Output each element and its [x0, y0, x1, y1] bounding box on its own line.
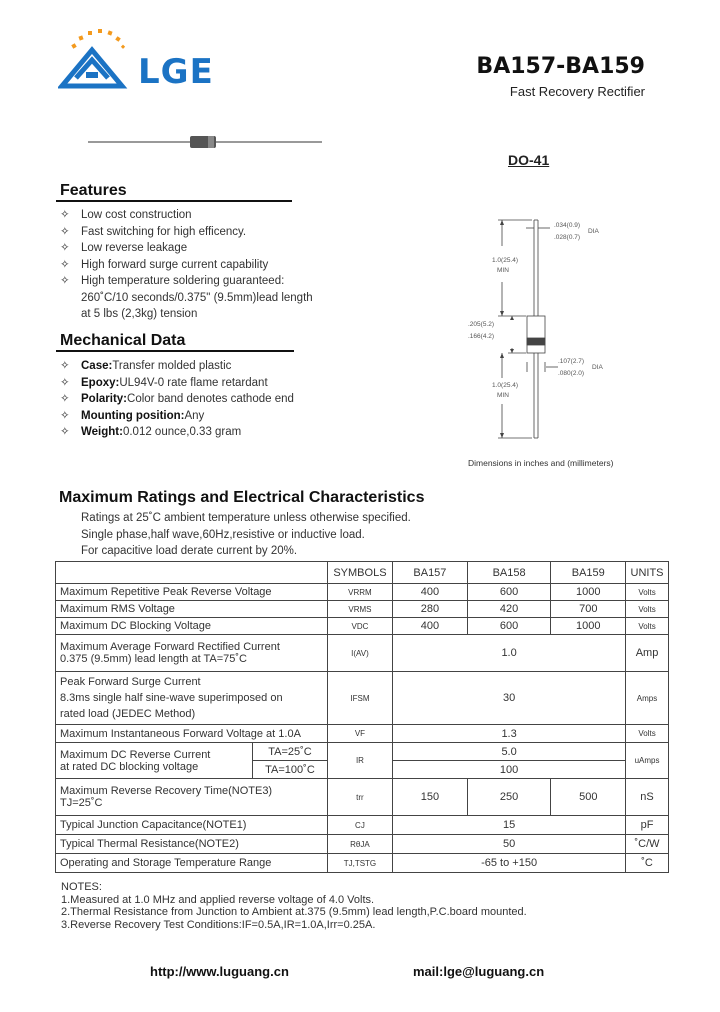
condition-cell: TA=100˚C — [253, 761, 328, 779]
features-divider — [56, 200, 292, 202]
symbol-cell: CJ — [327, 816, 392, 835]
param-cell: Typical Junction Capacitance(NOTE1) — [56, 816, 328, 835]
value-cell: 150 — [393, 779, 468, 816]
bullet-icon: ✧ — [60, 393, 70, 405]
param-line: TJ=25˚C — [60, 797, 103, 809]
mech-value: 0.012 ounce,0.33 gram — [122, 426, 242, 438]
value-cell: 1000 — [551, 584, 626, 601]
feature-text: Low reverse leakage — [81, 242, 188, 254]
bullet-icon: ✧ — [60, 209, 70, 221]
dim-lead-len-2-min: MIN — [497, 392, 509, 399]
list-item — [60, 375, 350, 392]
param-cell — [56, 672, 328, 725]
dim-body-dia-2: .080(2.0) — [558, 370, 585, 377]
mechanical-title: Mechanical Data — [60, 332, 186, 349]
value-cell: 100 — [393, 761, 626, 779]
unit-cell: uAmps — [626, 743, 669, 779]
brand-name: LGE — [138, 52, 214, 92]
dim-lead-dia-2: .028(0.7) — [554, 234, 581, 241]
value-cell: 1.3 — [393, 725, 626, 743]
symbol-cell: VRMS — [327, 601, 392, 618]
header-param — [56, 562, 328, 584]
param-cell — [56, 779, 328, 816]
dim-lead-dia-1: .034(0.9) — [554, 222, 581, 229]
email-link[interactable]: mail:lge@luguang.cn — [413, 964, 545, 979]
mech-label: Mounting position: — [81, 409, 185, 422]
ratings-conditions — [81, 510, 411, 560]
list-item — [60, 224, 350, 241]
symbol-cell: TJ,TSTG — [327, 854, 392, 873]
value-cell: 600 — [467, 584, 551, 601]
note-item: 1.Measured at 1.0 MHz and applied reverse voltage of 4.0 Volts. — [61, 893, 375, 906]
value-cell: 50 — [393, 835, 626, 854]
value-cell: 500 — [551, 779, 626, 816]
mech-label: Epoxy: — [81, 376, 120, 389]
list-item — [60, 391, 350, 408]
part-number-title: BA157-BA159 — [476, 54, 645, 79]
table-header-row — [56, 562, 669, 584]
symbol-cell: IFSM — [327, 672, 392, 725]
mechanical-divider — [56, 350, 294, 352]
mech-value: Transfer molded plastic — [112, 360, 232, 372]
diagram-caption: Dimensions in inches and (millimeters) — [468, 458, 614, 468]
table-row — [56, 618, 669, 635]
param-line: Maximum DC Reverse Current — [60, 748, 211, 761]
header-symbols: SYMBOLS — [327, 562, 392, 584]
features-title: Features — [60, 182, 127, 199]
list-item — [60, 424, 350, 441]
rating-condition: For capacitive load derate current by 20%. — [81, 545, 298, 557]
feature-text: High temperature soldering guaranteed: — [81, 275, 285, 287]
dim-body-dia-tag: DIA — [592, 364, 603, 371]
unit-cell: ˚C — [626, 854, 669, 873]
unit-cell: nS — [626, 779, 669, 816]
logo-mark-icon — [58, 28, 134, 92]
table-row — [56, 854, 669, 873]
value-cell: 250 — [467, 779, 551, 816]
param-line: Maximum Average Forward Rectified Current — [60, 641, 280, 653]
unit-cell: Amp — [626, 635, 669, 672]
list-item-continued — [60, 290, 350, 307]
value-cell: 420 — [467, 601, 551, 618]
features-list — [60, 207, 350, 323]
table-row — [56, 672, 669, 725]
unit-cell: Volts — [626, 584, 669, 601]
notes-block — [61, 881, 527, 931]
value-cell: -65 to +150 — [393, 854, 626, 873]
diode-photo-icon — [88, 134, 322, 150]
dim-lead-dia-tag: DIA — [588, 228, 599, 235]
bullet-icon: ✧ — [60, 258, 70, 271]
dim-lead-len-1-min: MIN — [497, 267, 509, 274]
dim-lead-len-1: 1.0(25.4) — [492, 257, 519, 264]
param-cell: Maximum Repetitive Peak Reverse Voltage — [56, 584, 328, 601]
param-line: rated load (JEDEC Method) — [60, 708, 196, 720]
ratings-title: Maximum Ratings and Electrical Characteristics — [59, 489, 425, 506]
table-row — [56, 601, 669, 618]
value-cell: 600 — [467, 618, 551, 635]
param-cell: Typical Thermal Resistance(NOTE2) — [56, 835, 328, 854]
feature-text: High forward surge current capability — [81, 258, 269, 271]
value-cell: 1000 — [551, 618, 626, 635]
feature-text: Fast switching for high efficency. — [81, 225, 247, 238]
ratings-table — [55, 561, 669, 873]
param-cell — [56, 635, 328, 672]
bullet-icon: ✧ — [60, 376, 70, 389]
unit-cell: pF — [626, 816, 669, 835]
value-cell: 700 — [551, 601, 626, 618]
mech-label: Case: — [81, 360, 113, 372]
bullet-icon: ✧ — [60, 409, 70, 422]
unit-cell: ˚C/W — [626, 835, 669, 854]
symbol-cell: trr — [327, 779, 392, 816]
param-cell: Maximum DC Blocking Voltage — [56, 618, 328, 635]
rating-condition: Single phase,half wave,60Hz,resistive or inductive load. — [81, 528, 365, 541]
unit-cell: Volts — [626, 725, 669, 743]
table-row — [56, 584, 669, 601]
symbol-cell: I(AV) — [327, 635, 392, 672]
value-cell: 400 — [393, 618, 468, 635]
list-item — [60, 408, 350, 425]
value-cell: 5.0 — [393, 743, 626, 761]
feature-text: Low cost construction — [81, 209, 192, 221]
note-item: 3.Reverse Recovery Test Conditions:IF=0.5A,IR=1.0A,Irr=0.25A. — [61, 918, 376, 931]
param-line: Maximum Reverse Recovery Time(NOTE3) — [60, 785, 273, 797]
value-cell: 30 — [393, 672, 626, 725]
table-row — [56, 635, 669, 672]
param-line: 0.375 (9.5mm) lead length at TA=75˚C — [60, 653, 247, 665]
dim-body-len-1: .205(5.2) — [468, 321, 495, 328]
note-item: 2.Thermal Resistance from Junction to Ambient at.375 (9.5mm) lead length,P.C.board mounted. — [61, 906, 527, 918]
bullet-icon: ✧ — [60, 225, 70, 238]
value-cell: 280 — [393, 601, 468, 618]
header-units: UNITS — [626, 562, 669, 584]
part-subtitle: Fast Recovery Rectifier — [509, 84, 645, 99]
feature-text: 260˚C/10 seconds/0.375" (9.5mm)lead length — [81, 291, 313, 304]
list-item — [60, 257, 350, 274]
header-ba158: BA158 — [467, 562, 551, 584]
mech-value: Any — [184, 409, 205, 422]
table-row — [56, 725, 669, 743]
unit-cell: Amps — [626, 672, 669, 725]
symbol-cell: IR — [327, 743, 392, 779]
bullet-icon: ✧ — [60, 426, 70, 438]
package-label: DO-41 — [508, 152, 550, 168]
condition-cell: TA=25˚C — [253, 743, 328, 761]
param-cell: Maximum RMS Voltage — [56, 601, 328, 618]
list-item — [60, 240, 350, 257]
symbol-cell: RθJA — [327, 835, 392, 854]
symbol-cell: VRRM — [327, 584, 392, 601]
mech-label: Polarity: — [81, 393, 128, 405]
param-line: 8.3ms single half sine-wave superimposed on — [60, 692, 283, 704]
table-row — [56, 779, 669, 816]
mech-value: Color band denotes cathode end — [127, 393, 294, 405]
symbol-cell: VDC — [327, 618, 392, 635]
dim-body-len-2: .166(4.2) — [468, 333, 495, 340]
feature-text: at 5 lbs (2,3kg) tension — [81, 308, 198, 320]
unit-cell: Volts — [626, 618, 669, 635]
list-item-continued — [60, 306, 350, 323]
header-ba157: BA157 — [393, 562, 468, 584]
list-item — [60, 273, 350, 290]
param-line: at rated DC blocking voltage — [60, 760, 199, 773]
bullet-icon: ✧ — [60, 360, 70, 372]
param-cell: Maximum Instantaneous Forward Voltage at 1.0A — [56, 725, 328, 743]
do41-dimension-diagram — [460, 212, 620, 457]
value-cell: 400 — [393, 584, 468, 601]
list-item — [60, 358, 350, 375]
value-cell: 15 — [393, 816, 626, 835]
bullet-icon: ✧ — [60, 275, 70, 287]
param-cell — [56, 743, 253, 779]
notes-title: NOTES: — [61, 881, 102, 893]
mech-value: UL94V-0 rate flame retardant — [119, 376, 268, 389]
list-item — [60, 207, 350, 224]
table-row — [56, 743, 669, 761]
mechanical-list — [60, 358, 350, 441]
header-ba159: BA159 — [551, 562, 626, 584]
brand-logo — [58, 28, 134, 92]
website-link[interactable]: http://www.luguang.cn — [150, 964, 289, 979]
unit-cell: Volts — [626, 601, 669, 618]
rating-condition: Ratings at 25˚C ambient temperature unless otherwise specified. — [81, 512, 411, 524]
table-row — [56, 835, 669, 854]
table-row — [56, 816, 669, 835]
dim-lead-len-2: 1.0(25.4) — [492, 382, 519, 389]
param-cell: Operating and Storage Temperature Range — [56, 854, 328, 873]
symbol-cell: VF — [327, 725, 392, 743]
mech-label: Weight: — [81, 426, 123, 438]
param-line: Peak Forward Surge Current — [60, 676, 201, 688]
bullet-icon: ✧ — [60, 242, 70, 254]
value-cell: 1.0 — [393, 635, 626, 672]
dim-body-dia-1: .107(2.7) — [558, 358, 585, 365]
